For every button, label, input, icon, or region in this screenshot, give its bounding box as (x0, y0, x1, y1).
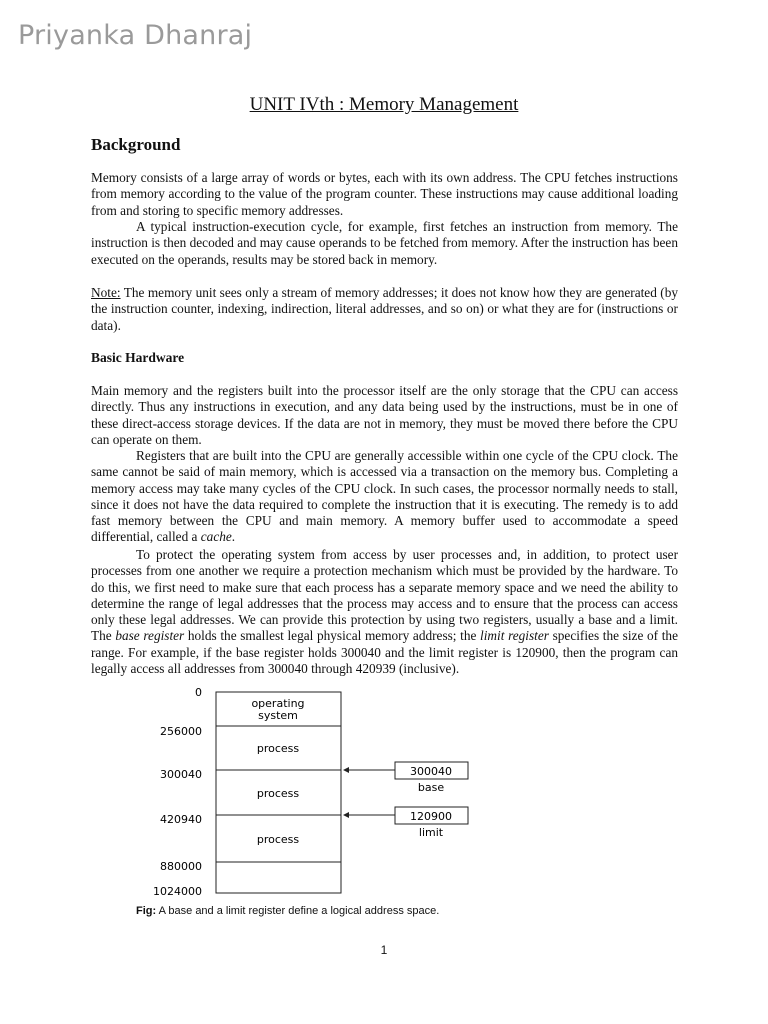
hardware-paragraph-3-text-c: specifies the size of the range. For example, if the base register holds 300040 and the limit register is 120900, then the program can legally access all addresses from 300040 through 420939 (inclusive). (91, 628, 678, 677)
address-880000: 880000 (160, 860, 202, 873)
hardware-paragraph-2-end: . (231, 529, 236, 545)
limit-register-value: 120900 (410, 810, 452, 823)
figure-caption (136, 905, 439, 917)
memory-layout-diagram (130, 684, 490, 899)
note-label: Note: (91, 285, 121, 300)
base-register-value: 300040 (410, 765, 452, 778)
section-heading-basic-hardware: Basic Hardware (91, 350, 185, 365)
hardware-paragraph-2 (91, 448, 678, 546)
address-420940: 420940 (160, 813, 202, 826)
note-text: The memory unit sees only a stream of memory addresses; it does not know how they are generated (by the instruction counter, indexing, indirection, literal addresses, and so on) or what they are for (instructions or data). (91, 285, 678, 333)
section-heading-background: Background (91, 135, 181, 154)
page-title: UNIT IVth : Memory Management (249, 94, 519, 115)
author-watermark: Priyanka Dhanraj (18, 20, 253, 51)
hardware-paragraph-2-text: Registers that are built into the CPU are generally accessible within one cycle of the CPU clock. The same cannot be said of main memory, which is accessed via a transaction on the memory bus. Completing a memory access may take many cycles of the CPU clock. In such cases, the processor normally needs to stall, since it does not have the data required to complete the instruction that it is executing. The remedy is to add fast memory between the CPU and main memory. A memory buffer used to accommodate a speed differential, called a (91, 448, 678, 545)
segment-process-2: process (256, 787, 300, 800)
page-number: 1 (380, 943, 388, 957)
note-paragraph (91, 285, 678, 334)
background-paragraph-2: A typical instruction-execution cycle, for example, first fetches an instruction from memory. The instruction is then decoded and may cause operands to be fetched from memory. After the instruction has been executed on the operands, results may be stored back in memory. (91, 219, 678, 267)
hardware-paragraph-1: Main memory and the registers built into the processor itself are the only storage that the CPU can access directly. Thus any instructions in execution, and any data being used by the instructions, must be in one of these direct-access storage devices. If the data are not in memory, they must be moved there before the CPU can operate on them. (91, 383, 678, 447)
segment-os-line2: system (258, 709, 298, 722)
hardware-paragraph-3 (91, 547, 678, 677)
segment-process-1: process (256, 742, 300, 755)
address-256000: 256000 (160, 725, 202, 738)
address-300040: 300040 (160, 768, 202, 781)
base-arrow-head (343, 767, 349, 773)
segment-process-3: process (256, 833, 300, 846)
limit-arrow-head (343, 812, 349, 818)
caption-text: A base and a limit register define a logical address space. (156, 905, 440, 917)
base-register-term: base register (115, 628, 185, 644)
address-0: 0 (195, 686, 202, 699)
caption-label: Fig: (136, 905, 157, 917)
limit-register-term: limit register (480, 628, 549, 644)
hardware-paragraph-3-text-b: holds the smallest legal physical memory address; the (184, 628, 481, 644)
cache-term: cache (200, 529, 232, 545)
limit-register-label: limit (418, 826, 444, 839)
segment-os-line1: operating (251, 697, 305, 710)
background-paragraph-1: Memory consists of a large array of words or bytes, each with its own address. The CPU fetches instructions from memory according to the value of the program counter. These instructions may cause additional loading from and storing to specific memory addresses. (91, 170, 678, 218)
hardware-paragraph-3-text-a: To protect the operating system from access by user processes and, in addition, to protect user processes from one another we require a protection mechanism which must be provided by the hardware. To do this, we first need to make sure that each process has a separate memory space and we need the ability to determine the range of legal addresses that the process may access and to ensure that the process can access only these legal addresses. We can provide this protection by using two registers, usually a base and a limit. The (91, 547, 678, 644)
base-register-label: base (417, 781, 445, 794)
address-1024000: 1024000 (153, 885, 202, 898)
